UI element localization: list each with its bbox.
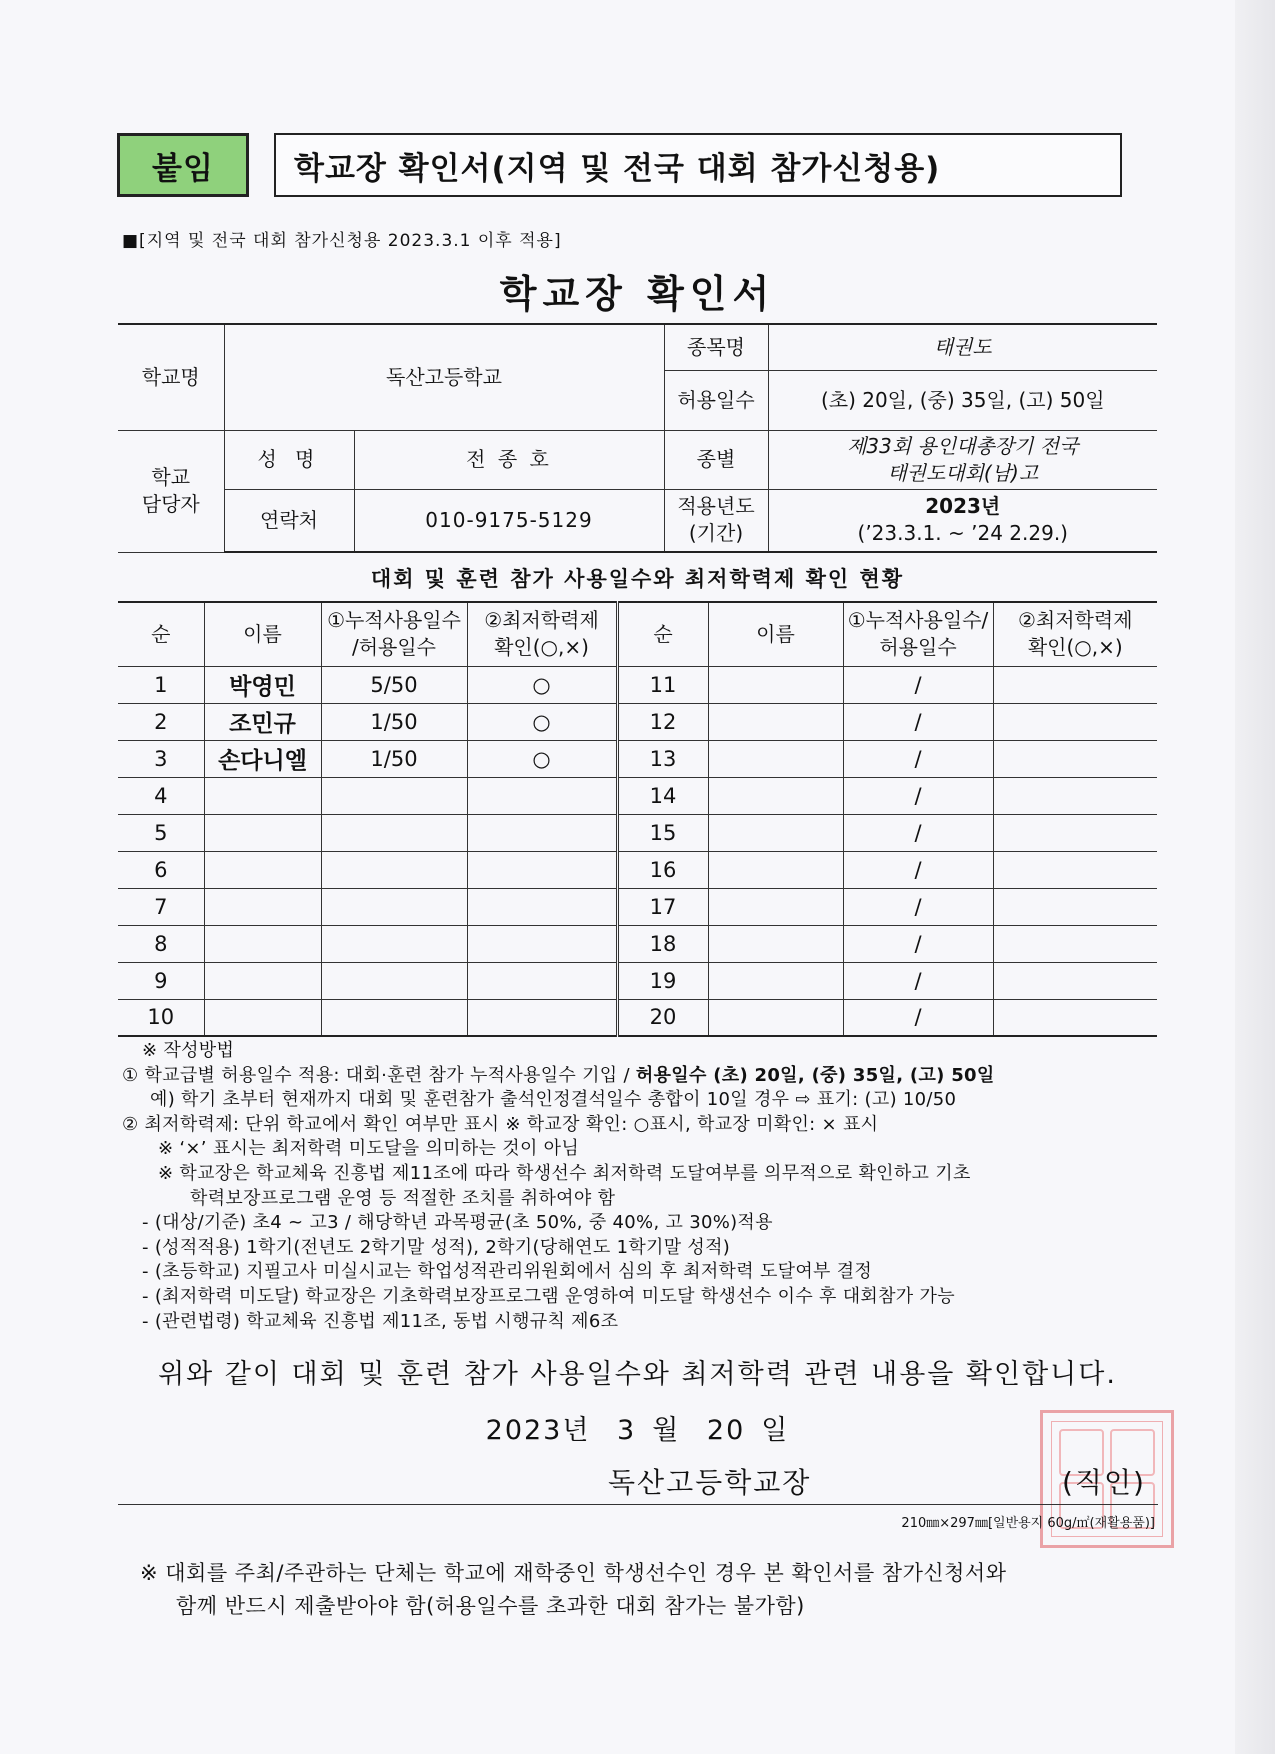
table-row bbox=[118, 925, 1157, 962]
student-name bbox=[204, 962, 321, 999]
table-row bbox=[118, 851, 1157, 888]
method-line-1a: ① 학교급별 허용일수 적용: 대회·훈련 참가 누적사용일수 기입 / bbox=[122, 1064, 636, 1086]
table-row bbox=[118, 888, 1157, 925]
method-line: - (초등학교) 지필고사 미실시교는 학업성적관리위원회에서 심의 후 최저학력 도달여부 결정 bbox=[142, 1261, 873, 1283]
row-no: 5 bbox=[118, 814, 204, 851]
table-row bbox=[118, 777, 1157, 814]
table-row bbox=[118, 999, 1157, 1036]
student-name bbox=[708, 851, 843, 888]
used-days: 1/50 bbox=[321, 703, 467, 740]
header-title: 학교장 확인서(지역 및 전국 대회 참가신청용) bbox=[274, 133, 1122, 197]
sport-label: 종목명 bbox=[664, 324, 768, 370]
writing-method bbox=[122, 1039, 1162, 1334]
student-name: 손다니엘 bbox=[204, 740, 321, 777]
min-check bbox=[993, 962, 1157, 999]
student-name bbox=[204, 888, 321, 925]
table-row bbox=[118, 962, 1157, 999]
row-no: 3 bbox=[118, 740, 204, 777]
principal-name: 독산고등학교장 bbox=[608, 1466, 812, 1499]
used-days: / bbox=[843, 777, 993, 814]
name-value: 전 종 호 bbox=[354, 430, 664, 489]
year-value: 2023년 bbox=[925, 494, 1001, 519]
used-days: / bbox=[843, 666, 993, 703]
header-min: ②최저학력제 확인(○,×) bbox=[467, 602, 617, 666]
method-line bbox=[122, 1064, 1162, 1089]
applicability-note: ■[지역 및 전국 대회 참가신청용 2023.3.1 이후 적용] bbox=[122, 231, 562, 251]
manager-label: 학교 담당자 bbox=[118, 430, 224, 552]
used-days bbox=[321, 962, 467, 999]
method-line: - (대상/기준) 초4 ~ 고3 / 해당학년 과목평균(초 50%, 중 40%, 고 30%)적용 bbox=[142, 1212, 773, 1234]
min-check bbox=[993, 851, 1157, 888]
header-min-2: ②최저학력제 확인(○,×) bbox=[993, 602, 1157, 666]
allowed-days-label: 허용일수 bbox=[664, 370, 768, 430]
method-line: - (최저학력 미도달) 학교장은 기초학력보장프로그램 운영하여 미도달 학생선수 이수 후 대회참가 가능 bbox=[142, 1285, 955, 1307]
period-value: (’23.3.1. ~ ’24 2.29.) bbox=[857, 521, 1068, 546]
student-name bbox=[708, 925, 843, 962]
row-no: 11 bbox=[617, 666, 708, 703]
page-title: 학교장 확인서 bbox=[499, 272, 776, 316]
used-days: / bbox=[843, 703, 993, 740]
row-no: 12 bbox=[617, 703, 708, 740]
min-check bbox=[993, 814, 1157, 851]
student-name bbox=[204, 925, 321, 962]
roster-table bbox=[118, 601, 1157, 1037]
name-label: 성 명 bbox=[224, 430, 354, 489]
table-row bbox=[118, 666, 1157, 703]
header-no-2: 순 bbox=[617, 602, 708, 666]
student-name bbox=[204, 814, 321, 851]
row-no: 14 bbox=[617, 777, 708, 814]
student-name bbox=[204, 851, 321, 888]
category-value: 제33회 용인대총장기 전국 태권도대회(남)고 bbox=[768, 430, 1157, 489]
row-no: 4 bbox=[118, 777, 204, 814]
min-check bbox=[993, 888, 1157, 925]
used-days: / bbox=[843, 999, 993, 1036]
row-no: 8 bbox=[118, 925, 204, 962]
min-check bbox=[467, 925, 617, 962]
year-label: 적용년도 (기간) bbox=[664, 489, 768, 552]
used-days bbox=[321, 814, 467, 851]
student-name bbox=[708, 999, 843, 1036]
used-days: / bbox=[843, 962, 993, 999]
min-check bbox=[467, 999, 617, 1036]
contact-value: 010-9175-5129 bbox=[354, 489, 664, 552]
student-name: 박영민 bbox=[204, 666, 321, 703]
row-no: 10 bbox=[118, 999, 204, 1036]
header-days: ①누적사용일수 /허용일수 bbox=[321, 602, 467, 666]
min-check bbox=[993, 777, 1157, 814]
min-check bbox=[993, 703, 1157, 740]
min-check bbox=[993, 666, 1157, 703]
attachment-tag: 붙임 bbox=[117, 133, 249, 197]
method-line: ※ ‘×’ 표시는 최저학력 미도달을 의미하는 것이 아님 bbox=[158, 1138, 580, 1160]
used-days: / bbox=[843, 814, 993, 851]
used-days bbox=[321, 999, 467, 1036]
allowed-days-value: (초) 20일, (중) 35일, (고) 50일 bbox=[768, 370, 1157, 430]
method-line: 학력보장프로그램 운영 등 적절한 조치를 취하여야 함 bbox=[190, 1187, 616, 1209]
used-days: / bbox=[843, 740, 993, 777]
confirmation-statement: 위와 같이 대회 및 훈련 참가 사용일수와 최저학력 관련 내용을 확인합니다. bbox=[158, 1359, 1117, 1390]
used-days: 5/50 bbox=[321, 666, 467, 703]
contact-label: 연락처 bbox=[224, 489, 354, 552]
footnote-line-1: ※ 대회를 주최/주관하는 단체는 학교에 재학중인 학생선수인 경우 본 확인서를 참가신청서와 bbox=[140, 1561, 1007, 1585]
min-check bbox=[993, 925, 1157, 962]
student-name bbox=[204, 777, 321, 814]
category-label: 종별 bbox=[664, 430, 768, 489]
method-line: - (관련법령) 학교체육 진흥법 제11조, 동법 시행규칙 제6조 bbox=[142, 1310, 619, 1332]
used-days: / bbox=[843, 888, 993, 925]
row-no: 6 bbox=[118, 851, 204, 888]
used-days bbox=[321, 925, 467, 962]
min-check bbox=[993, 740, 1157, 777]
min-check bbox=[467, 888, 617, 925]
header-no: 순 bbox=[118, 602, 204, 666]
used-days bbox=[321, 888, 467, 925]
info-table bbox=[118, 323, 1157, 553]
header-days-2: ①누적사용일수/ 허용일수 bbox=[843, 602, 993, 666]
school-label: 학교명 bbox=[118, 324, 224, 430]
min-check bbox=[467, 777, 617, 814]
min-check bbox=[993, 999, 1157, 1036]
header-name: 이름 bbox=[204, 602, 321, 666]
student-name bbox=[708, 888, 843, 925]
student-name bbox=[708, 814, 843, 851]
row-no: 9 bbox=[118, 962, 204, 999]
method-line: - (성적적용) 1학기(전년도 2학기말 성적), 2학기(당해연도 1학기말 성적) bbox=[142, 1236, 731, 1258]
paper-spec: 210㎜×297㎜[일반용지 60g/㎡(재활용품)] bbox=[901, 1516, 1155, 1531]
row-no: 16 bbox=[617, 851, 708, 888]
min-check: ○ bbox=[467, 703, 617, 740]
school-value: 독산고등학교 bbox=[224, 324, 664, 430]
row-no: 2 bbox=[118, 703, 204, 740]
date-day-unit: 일 bbox=[761, 1415, 790, 1446]
table-row bbox=[118, 740, 1157, 777]
student-name bbox=[708, 666, 843, 703]
student-name: 조민규 bbox=[204, 703, 321, 740]
student-name bbox=[708, 703, 843, 740]
method-line: 예) 학기 초부터 현재까지 대회 및 훈련참가 출석인정결석일수 총합이 10일 경우 ⇨ 표기: (고) 10/50 bbox=[150, 1089, 957, 1111]
student-name bbox=[204, 999, 321, 1036]
row-no: 20 bbox=[617, 999, 708, 1036]
date-year: 2023년 bbox=[485, 1415, 591, 1446]
footnote bbox=[140, 1557, 1007, 1623]
row-no: 7 bbox=[118, 888, 204, 925]
table-row bbox=[118, 703, 1157, 740]
row-no: 17 bbox=[617, 888, 708, 925]
student-name bbox=[708, 777, 843, 814]
row-no: 13 bbox=[617, 740, 708, 777]
used-days bbox=[321, 777, 467, 814]
divider bbox=[118, 1504, 1158, 1505]
date-month-unit: 월 bbox=[652, 1415, 681, 1446]
used-days: / bbox=[843, 925, 993, 962]
method-title: ※ 작성방법 bbox=[142, 1040, 235, 1061]
footnote-line-2: 함께 반드시 제출받아야 함(허용일수를 초과한 대회 참가는 불가함) bbox=[176, 1594, 805, 1618]
min-check bbox=[467, 851, 617, 888]
header-name-2: 이름 bbox=[708, 602, 843, 666]
used-days: / bbox=[843, 851, 993, 888]
row-no: 1 bbox=[118, 666, 204, 703]
method-line-1b: 허용일수 (초) 20일, (중) 35일, (고) 50일 bbox=[635, 1064, 995, 1086]
sport-value: 태권도 bbox=[768, 324, 1157, 370]
used-days bbox=[321, 851, 467, 888]
row-no: 18 bbox=[617, 925, 708, 962]
date-day: 20 bbox=[706, 1415, 746, 1446]
section-title: 대회 및 훈련 참가 사용일수와 최저학력제 확인 현황 bbox=[370, 567, 905, 591]
min-check: ○ bbox=[467, 740, 617, 777]
student-name bbox=[708, 740, 843, 777]
year-cell bbox=[768, 489, 1157, 552]
date-month: 3 bbox=[617, 1415, 637, 1446]
student-name bbox=[708, 962, 843, 999]
method-line: ※ 학교장은 학교체육 진흥법 제11조에 따라 학생선수 최저학력 도달여부를 의무적으로 확인하고 기초 bbox=[158, 1162, 971, 1184]
min-check: ○ bbox=[467, 666, 617, 703]
used-days: 1/50 bbox=[321, 740, 467, 777]
row-no: 19 bbox=[617, 962, 708, 999]
min-check bbox=[467, 962, 617, 999]
seal-label: (직인) bbox=[1062, 1466, 1146, 1499]
table-row bbox=[118, 814, 1157, 851]
min-check bbox=[467, 814, 617, 851]
row-no: 15 bbox=[617, 814, 708, 851]
method-line: ② 최저학력제: 단위 학교에서 확인 여부만 표시 ※ 학교장 확인: ○표시, 학교장 미확인: × 표시 bbox=[122, 1113, 879, 1135]
